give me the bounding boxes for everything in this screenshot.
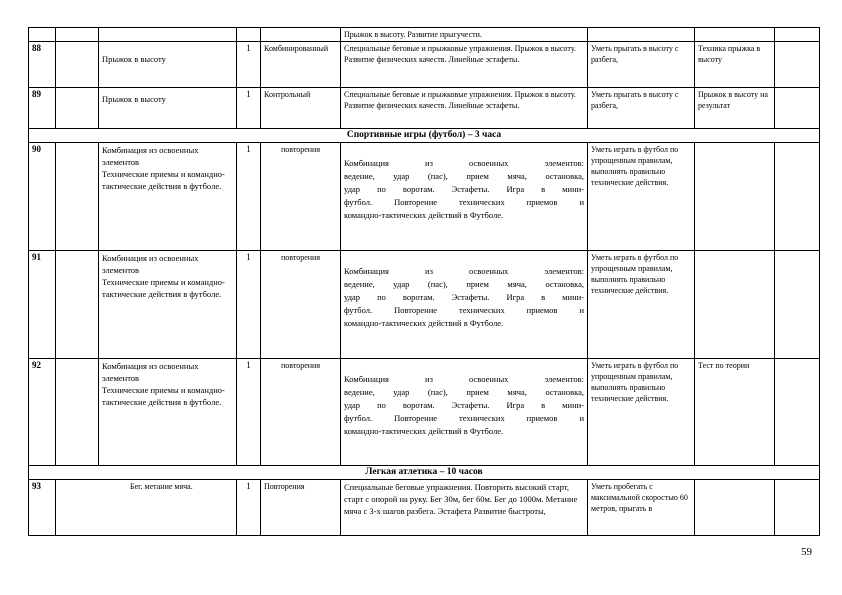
table-row [29,88,820,129]
lesson-type: повторения [261,359,341,466]
lesson-result: Уметь пробегать с максимальной скоростью 60 метров, прыгать в [588,480,695,536]
lesson-hours: 1 [237,42,261,88]
page-number: 59 [801,546,812,558]
topic-line: Технические приемы и командно-тактические действия в футболе. [102,277,225,299]
content-line: футбол. Повторение технических приемов и [344,413,584,423]
content-line: командно-тактических действий в Футболе. [344,210,504,220]
cell-empty [56,28,99,42]
cell-empty [775,42,820,88]
cell-empty [56,251,99,359]
cell-empty [56,143,99,251]
lesson-content [341,251,588,359]
content-line: футбол. Повторение технических приемов и [344,197,584,207]
cell-empty [56,88,99,129]
content-line: Комбинация из освоенных элементов: [344,158,584,168]
lesson-control: Тест по теории [695,359,775,466]
cell-empty [237,28,261,42]
lesson-type: Комбинированный [261,42,341,88]
lesson-hours: 1 [237,359,261,466]
cell-empty [775,251,820,359]
content-line: футбол. Повторение технических приемов и [344,305,584,315]
cell-empty [775,88,820,129]
table-row [29,143,820,251]
lesson-number: 88 [29,42,56,88]
cell-empty [775,143,820,251]
topic-line: Комбинация из освоенных элементов [102,253,199,275]
section-row [29,466,820,480]
cell-empty [588,28,695,42]
topic-line: Технические приемы и командно-тактические действия в футболе. [102,169,225,191]
topic-line: Технические приемы и командно-тактические действия в футболе. [102,385,225,407]
content-line: ведение, удар (пас), прием мяча, остановка, [344,279,584,289]
table-row [29,359,820,466]
lesson-topic [99,143,237,251]
cell-empty [775,359,820,466]
lesson-content [341,143,588,251]
section-heading-football: Спортивные игры (футбол) – 3 часа [29,129,820,143]
lesson-number: 89 [29,88,56,129]
cell-empty [56,359,99,466]
content-line: удар по воротам. Эстафеты. Игра в мини- [344,184,584,194]
content-line: ведение, удар (пас), прием мяча, остановка, [344,387,584,397]
lesson-topic [99,359,237,466]
lesson-content: Специальные беговые и прыжковые упражнения. Прыжок в высоту. Развитие физических качеств. Линейные эстафеты. [341,42,588,88]
content-line: удар по воротам. Эстафеты. Игра в мини- [344,292,584,302]
lesson-control: Техника прыжка в высоту [695,42,775,88]
topic-line: Комбинация из освоенных элементов [102,361,199,383]
cell-empty [775,28,820,42]
section-row [29,129,820,143]
lesson-hours: 1 [237,88,261,129]
lesson-result: Уметь прыгать в высоту с разбега, [588,42,695,88]
content-line: Комбинация из освоенных элементов: [344,374,584,384]
cell-empty [775,480,820,536]
lesson-number: 91 [29,251,56,359]
lesson-number: 90 [29,143,56,251]
topic-line: Комбинация из освоенных элементов [102,145,199,167]
lesson-topic: Бег. метание мяча. [56,480,237,536]
content-line: удар по воротам. Эстафеты. Игра в мини- [344,400,584,410]
lesson-result: Уметь играть в футбол по упрощенным правилам, выполнять правильно технические действия. [588,359,695,466]
lesson-result: Уметь играть в футбол по упрощенным правилам, выполнять правильно технические действия. [588,143,695,251]
cell-empty [56,42,99,88]
lesson-topic [99,251,237,359]
lesson-hours: 1 [237,143,261,251]
table-row [29,42,820,88]
content-line: командно-тактических действий в Футболе. [344,318,504,328]
content-line: Комбинация из освоенных элементов: [344,266,584,276]
lesson-number: 92 [29,359,56,466]
lesson-control [695,480,775,536]
cell-empty [29,28,56,42]
content-line: командно-тактических действий в Футболе. [344,426,504,436]
cell-empty [695,28,775,42]
cell-empty [261,28,341,42]
lesson-topic: Прыжок в высоту [99,88,237,129]
lesson-type: Контрольный [261,88,341,129]
lesson-result: Уметь играть в футбол по упрощенным правилам, выполнять правильно технические действия. [588,251,695,359]
lesson-number: 93 [29,480,56,536]
table-row [29,480,820,536]
section-heading-athletics: Легкая атлетика – 10 часов [29,466,820,480]
lesson-plan-table [28,27,820,536]
content-line: ведение, удар (пас), прием мяча, остановка, [344,171,584,181]
lesson-control [695,251,775,359]
cell-empty [99,28,237,42]
lesson-type: повторения [261,251,341,359]
table-row [29,251,820,359]
lesson-hours: 1 [237,480,261,536]
lesson-control [695,143,775,251]
lesson-type: повторения [261,143,341,251]
lesson-result: Уметь прыгать в высоту с разбега, [588,88,695,129]
lesson-control: Прыжок в высоту на результат [695,88,775,129]
table-row [29,28,820,42]
lesson-content: Специальные беговые упражнения. Повторить высокий старт, старт с опорой на руку. Бег 30м, бег 60м. Бег до 1000м. Метание мяча с 3-х шагов разбега. Эстафета Развитие быстроты, [341,480,588,536]
lesson-content: Специальные беговые и прыжковые упражнения. Прыжок в высоту. Развитие физических качеств. Линейные эстафеты. [341,88,588,129]
lesson-content [341,359,588,466]
lesson-content: Прыжок в высоту. Развитие прыгучести. [341,28,588,42]
lesson-type: Повторения [261,480,341,536]
lesson-hours: 1 [237,251,261,359]
lesson-topic: Прыжок в высоту [99,42,237,88]
